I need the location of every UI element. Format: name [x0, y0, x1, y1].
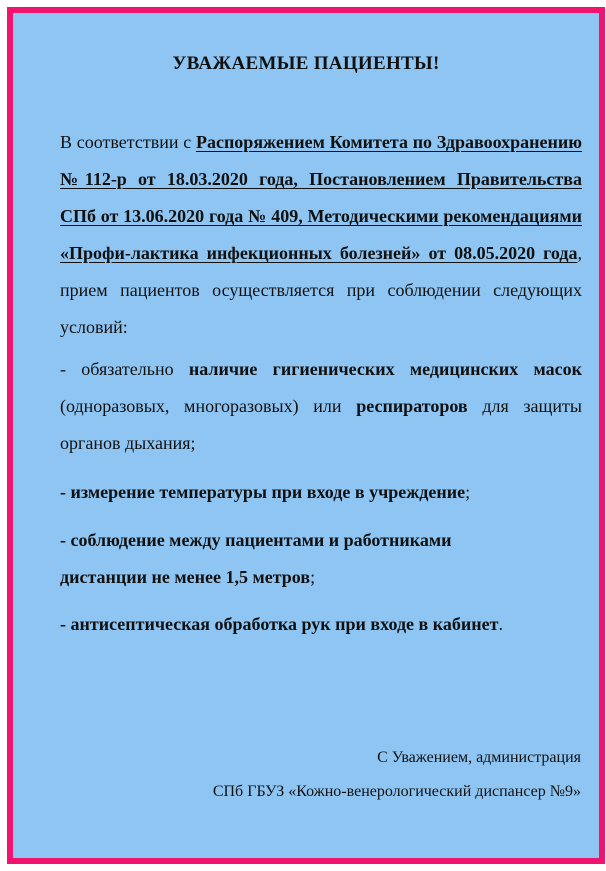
masks-prefix: - обязательно	[60, 359, 189, 379]
notice-body	[60, 124, 582, 643]
condition-masks	[60, 351, 582, 462]
masks-bold: наличие гигиенических медицинских масок	[188, 359, 582, 379]
signature-line2: СПб ГБУЗ «Кожно-венерологический диспансер №9»	[212, 783, 581, 800]
regulation-references: Распоряжением Комитета по Здравоохранению №112-р от 18.03.2020 года, Постановлением Правительства СПб от 13.06.2020 года № 409, Методическими рекомендациями «Профи-лактика инфекционных болезней» от 08.05.2020 года	[60, 132, 582, 263]
intro-paragraph	[60, 124, 582, 346]
condition-antiseptic	[60, 606, 582, 643]
antiseptic-suffix: .	[498, 614, 503, 634]
masks-middle: (одноразовых, многоразовых) или	[60, 396, 357, 416]
distance-suffix: ;	[310, 567, 316, 587]
notice-title: УВАЖАЕМЫЕ ПАЦИЕНТЫ!	[172, 53, 440, 74]
antiseptic-bold: - антисептическая обработка рук при входе в кабинет	[60, 614, 499, 634]
temperature-bold: - измерение температуры при входе в учреждение	[60, 482, 466, 502]
distance-line1: - соблюдение между пациентами и работниками	[60, 530, 452, 550]
temperature-suffix: ;	[465, 482, 471, 502]
condition-temperature	[60, 474, 582, 511]
notice-frame	[7, 7, 605, 864]
respirators-bold: респираторов	[356, 396, 468, 416]
signature-line1: С Уважением, администрация	[377, 749, 581, 766]
intro-prefix: В соответствии с	[60, 132, 196, 152]
condition-distance	[60, 522, 582, 596]
distance-line2: дистанции не менее 1,5 метров	[60, 567, 311, 587]
masks-suffix: для защиты органов дыхания;	[60, 396, 582, 453]
intro-suffix: , прием пациентов осуществляется при соблюдении следующих условий:	[60, 243, 582, 337]
